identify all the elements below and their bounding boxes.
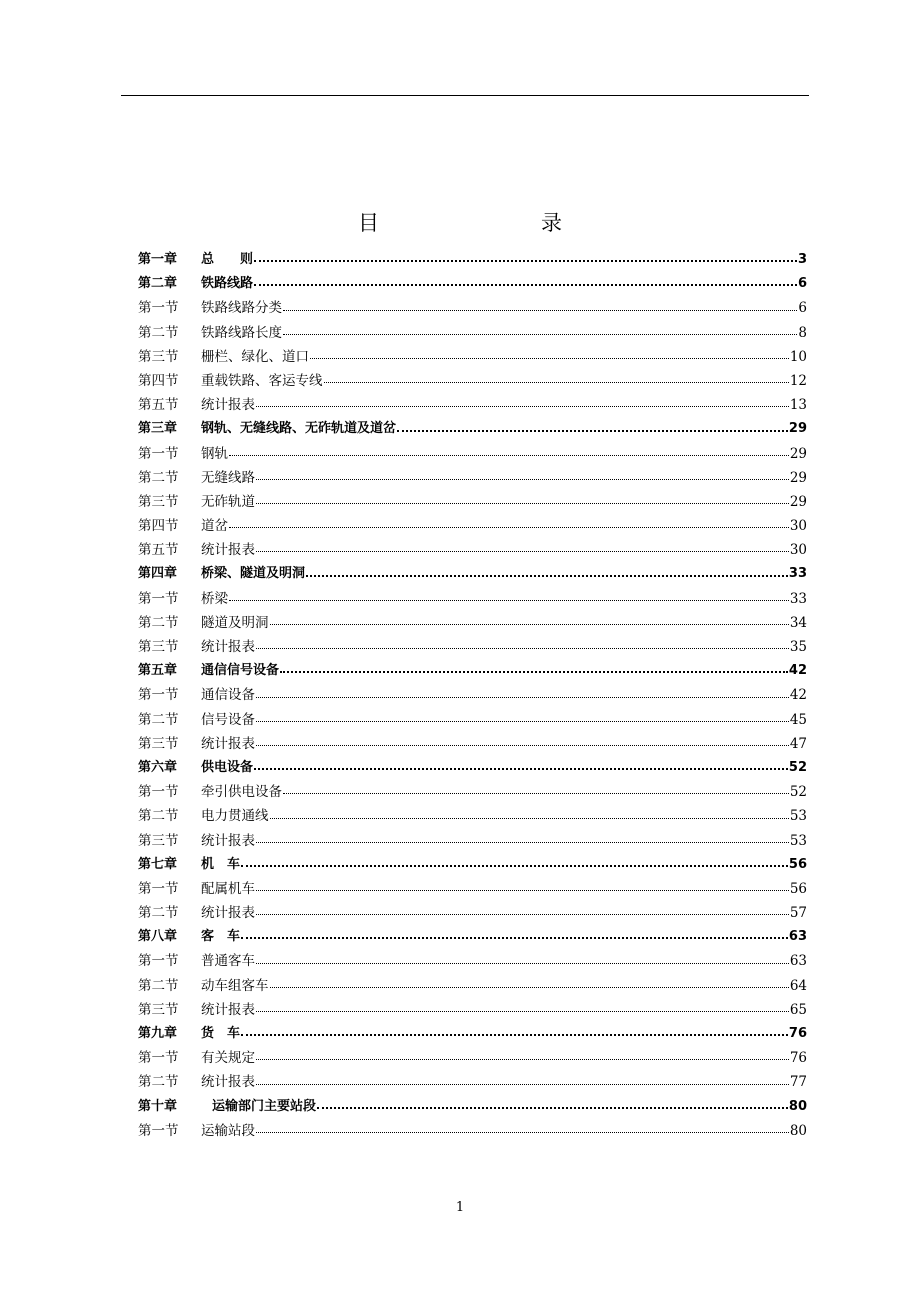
toc-entry-page: 56 <box>789 880 807 897</box>
toc-entry-page: 65 <box>789 1001 807 1018</box>
toc-section-entry[interactable] <box>138 1119 807 1143</box>
toc-entry-heading: 统计报表 <box>201 1001 255 1018</box>
toc-entry-heading: 无砟轨道 <box>201 493 255 510</box>
toc-section-entry[interactable] <box>138 804 807 828</box>
toc-entry-label: 第二节 <box>138 469 179 486</box>
toc-section-entry[interactable] <box>138 514 807 538</box>
toc-entry-label: 第三节 <box>138 493 179 510</box>
toc-entry-page: 47 <box>789 735 807 752</box>
toc-section-entry[interactable] <box>138 949 807 973</box>
dot-leader <box>256 406 789 407</box>
toc-entry-heading: 通信设备 <box>201 687 255 704</box>
toc-entry-heading: 配属机车 <box>201 880 255 897</box>
toc-section-entry[interactable] <box>138 1070 807 1094</box>
toc-entry-page: 33 <box>788 566 807 582</box>
toc-entry-page: 80 <box>788 1098 807 1114</box>
dot-leader <box>317 1107 788 1109</box>
toc-entry-label: 第一节 <box>138 880 179 897</box>
table-of-contents <box>138 248 807 1143</box>
dot-leader <box>256 890 789 891</box>
toc-entry-page: 64 <box>789 977 807 994</box>
dot-leader <box>256 697 789 698</box>
toc-section-entry[interactable] <box>138 611 807 635</box>
toc-section-entry[interactable] <box>138 296 807 320</box>
toc-entry-heading: 牵引供电设备 <box>201 784 282 801</box>
toc-section-entry[interactable] <box>138 369 807 393</box>
toc-entry-label: 第一节 <box>138 687 179 704</box>
toc-entry-label: 第三节 <box>138 348 179 365</box>
dot-leader <box>241 1034 788 1036</box>
toc-entry-page: 52 <box>788 759 807 775</box>
toc-entry-page: 30 <box>789 542 807 559</box>
toc-entry-page: 13 <box>789 397 807 414</box>
toc-section-entry[interactable] <box>138 998 807 1022</box>
toc-entry-heading: 统计报表 <box>201 735 255 752</box>
toc-entry-label: 第五章 <box>138 663 178 679</box>
toc-section-entry[interactable] <box>138 393 807 417</box>
toc-entry-heading: 统计报表 <box>201 832 255 849</box>
toc-entry-heading: 有关规定 <box>201 1050 255 1067</box>
toc-entry-heading: 统计报表 <box>201 905 255 922</box>
dot-leader <box>256 1084 789 1085</box>
toc-entry-heading: 统计报表 <box>201 639 255 655</box>
toc-chapter-entry[interactable] <box>138 1022 807 1046</box>
toc-entry-page: 77 <box>789 1074 807 1091</box>
toc-section-entry[interactable] <box>138 829 807 853</box>
dot-leader <box>256 503 789 504</box>
dot-leader <box>256 842 789 843</box>
dot-leader <box>241 937 788 939</box>
toc-entry-page: 29 <box>789 493 807 510</box>
dot-leader <box>270 987 789 988</box>
toc-section-entry[interactable] <box>138 683 807 707</box>
toc-entry-label: 第二节 <box>138 711 179 728</box>
toc-chapter-entry[interactable] <box>138 417 807 441</box>
toc-entry-page: 29 <box>788 421 807 437</box>
toc-section-entry[interactable] <box>138 490 807 514</box>
toc-entry-page: 10 <box>789 348 807 365</box>
toc-section-entry[interactable] <box>138 635 807 659</box>
toc-entry-page: 76 <box>788 1026 807 1041</box>
toc-entry-heading: 钢轨、无缝线路、无砟轨道及道岔 <box>201 421 397 437</box>
toc-entry-label: 第三节 <box>138 1001 179 1018</box>
toc-entry-heading: 统计报表 <box>201 542 255 559</box>
toc-entry-label: 第二节 <box>138 905 179 922</box>
toc-entry-page: 6 <box>798 300 807 317</box>
toc-entry-label: 第一章 <box>138 252 178 267</box>
toc-entry-heading: 总 则 <box>201 252 254 267</box>
toc-entry-heading: 铁路线路长度 <box>201 324 282 341</box>
toc-entry-label: 第二节 <box>138 614 179 631</box>
toc-entry-page: 29 <box>789 469 807 486</box>
toc-entry-label: 第八章 <box>138 929 178 945</box>
toc-entry-heading: 信号设备 <box>201 711 255 728</box>
dot-leader <box>256 551 789 552</box>
toc-entry-page: 57 <box>789 905 807 922</box>
toc-entry-heading: 铁路线路分类 <box>201 300 282 317</box>
toc-chapter-entry[interactable] <box>138 659 807 683</box>
toc-entry-page: 56 <box>788 856 807 872</box>
dot-leader <box>256 914 789 915</box>
toc-entry-label: 第一节 <box>138 445 179 462</box>
dot-leader <box>256 1011 789 1012</box>
dot-leader <box>283 334 797 335</box>
toc-entry-page: 76 <box>789 1050 807 1067</box>
dot-leader <box>270 624 789 625</box>
toc-entry-heading: 供电设备 <box>201 759 254 775</box>
toc-entry-page: 12 <box>789 372 807 389</box>
toc-entry-heading: 栅栏、绿化、道口 <box>201 348 309 365</box>
toc-section-entry[interactable] <box>138 708 807 732</box>
toc-entry-heading: 桥梁 <box>201 590 228 607</box>
dot-leader <box>256 1059 789 1060</box>
toc-entry-heading: 运输站段 <box>201 1122 255 1139</box>
toc-entry-heading: 道岔 <box>201 518 228 535</box>
toc-entry-page: 80 <box>789 1122 807 1139</box>
dot-leader <box>270 818 789 819</box>
toc-entry-page: 30 <box>789 518 807 535</box>
header-rule <box>121 95 809 96</box>
toc-entry-label: 第一节 <box>138 953 179 970</box>
toc-entry-page: 63 <box>789 953 807 970</box>
toc-entry-heading: 重载铁路、客运专线 <box>201 372 323 389</box>
toc-entry-label: 第一节 <box>138 784 179 801</box>
toc-entry-heading: 隧道及明洞 <box>201 614 269 631</box>
toc-entry-label: 第七章 <box>138 856 178 872</box>
toc-section-entry[interactable] <box>138 466 807 490</box>
toc-entry-label: 第三节 <box>138 639 179 655</box>
toc-entry-label: 第二节 <box>138 324 179 341</box>
dot-leader <box>256 721 789 722</box>
dot-leader <box>280 671 788 673</box>
dot-leader <box>256 648 789 649</box>
dot-leader <box>241 865 788 867</box>
toc-section-entry[interactable] <box>138 974 807 998</box>
toc-chapter-entry[interactable] <box>138 272 807 296</box>
dot-leader <box>229 600 789 601</box>
toc-chapter-entry[interactable] <box>138 925 807 949</box>
toc-entry-page: 63 <box>788 929 807 945</box>
toc-entry-label: 第四章 <box>138 566 178 582</box>
toc-entry-heading: 机 车 <box>201 856 241 872</box>
toc-entry-heading: 普通客车 <box>201 953 255 970</box>
toc-entry-page: 33 <box>789 590 807 607</box>
dot-leader <box>256 1132 789 1133</box>
toc-entry-heading: 电力贯通线 <box>201 808 269 825</box>
toc-section-entry[interactable] <box>138 901 807 925</box>
toc-section-entry[interactable] <box>138 345 807 369</box>
toc-entry-page: 8 <box>798 324 807 341</box>
toc-entry-heading: 客 车 <box>201 929 241 945</box>
dot-leader <box>254 284 797 286</box>
toc-entry-label: 第五节 <box>138 397 179 414</box>
dot-leader <box>256 745 789 746</box>
toc-entry-label: 第十章 <box>138 1098 178 1114</box>
toc-section-entry[interactable] <box>138 732 807 756</box>
toc-section-entry[interactable] <box>138 442 807 466</box>
toc-entry-label: 第二章 <box>138 276 178 292</box>
toc-entry-heading: 无缝线路 <box>201 469 255 486</box>
toc-entry-label: 第四节 <box>138 372 179 389</box>
toc-entry-page: 34 <box>789 614 807 631</box>
toc-entry-label: 第五节 <box>138 542 179 559</box>
toc-entry-heading: 动车组客车 <box>201 977 269 994</box>
dot-leader <box>283 793 789 794</box>
dot-leader <box>229 527 789 528</box>
toc-section-entry[interactable] <box>138 321 807 345</box>
dot-leader <box>254 768 788 770</box>
dot-leader <box>283 310 797 311</box>
dot-leader <box>310 358 789 359</box>
toc-entry-heading: 桥梁、隧道及明洞 <box>201 566 306 582</box>
toc-entry-heading: 统计报表 <box>201 397 255 414</box>
toc-chapter-entry[interactable] <box>138 562 807 586</box>
dot-leader <box>254 260 797 262</box>
toc-entry-label: 第二节 <box>138 1074 179 1091</box>
toc-entry-heading: 铁路线路 <box>201 276 254 292</box>
toc-entry-page: 45 <box>789 711 807 728</box>
dot-leader <box>397 430 788 432</box>
toc-title: 目 录 <box>358 211 602 235</box>
toc-entry-label: 第一节 <box>138 1122 179 1139</box>
toc-entry-page: 53 <box>789 832 807 849</box>
toc-entry-label: 第三章 <box>138 421 178 437</box>
toc-section-entry[interactable] <box>138 780 807 804</box>
dot-leader <box>229 455 789 456</box>
page-number: 1 <box>455 1200 465 1215</box>
toc-entry-label: 第一节 <box>138 300 179 317</box>
toc-entry-page: 6 <box>797 276 807 292</box>
toc-entry-page: 52 <box>789 784 807 801</box>
toc-entry-page: 3 <box>797 252 807 267</box>
toc-entry-heading: 通信信号设备 <box>201 663 280 679</box>
toc-entry-label: 第六章 <box>138 759 178 775</box>
toc-entry-page: 42 <box>788 663 807 679</box>
toc-section-entry[interactable] <box>138 587 807 611</box>
toc-entry-heading: 钢轨 <box>201 445 228 462</box>
toc-entry-page: 35 <box>789 639 807 655</box>
toc-entry-label: 第三节 <box>138 735 179 752</box>
toc-entry-page: 53 <box>789 808 807 825</box>
toc-entry-label: 第一节 <box>138 590 179 607</box>
toc-section-entry[interactable] <box>138 877 807 901</box>
toc-chapter-entry[interactable] <box>138 1095 807 1119</box>
toc-entry-label: 第三节 <box>138 832 179 849</box>
toc-entry-label: 第二节 <box>138 808 179 825</box>
toc-section-entry[interactable] <box>138 538 807 562</box>
dot-leader <box>324 382 789 383</box>
dot-leader <box>256 479 789 480</box>
toc-entry-label: 第九章 <box>138 1026 178 1041</box>
toc-entry-page: 29 <box>789 445 807 462</box>
toc-entry-label: 第二节 <box>138 977 179 994</box>
toc-entry-heading: 统计报表 <box>201 1074 255 1091</box>
toc-entry-label: 第四节 <box>138 518 179 535</box>
toc-chapter-entry[interactable] <box>138 853 807 877</box>
toc-entry-heading: 运输部门主要站段 <box>212 1098 317 1114</box>
toc-chapter-entry[interactable] <box>138 248 807 272</box>
dot-leader <box>256 963 789 964</box>
toc-chapter-entry[interactable] <box>138 756 807 780</box>
toc-section-entry[interactable] <box>138 1046 807 1070</box>
dot-leader <box>306 575 788 577</box>
toc-entry-label: 第一节 <box>138 1050 179 1067</box>
toc-entry-page: 42 <box>789 687 807 704</box>
toc-entry-heading: 货 车 <box>201 1026 241 1041</box>
